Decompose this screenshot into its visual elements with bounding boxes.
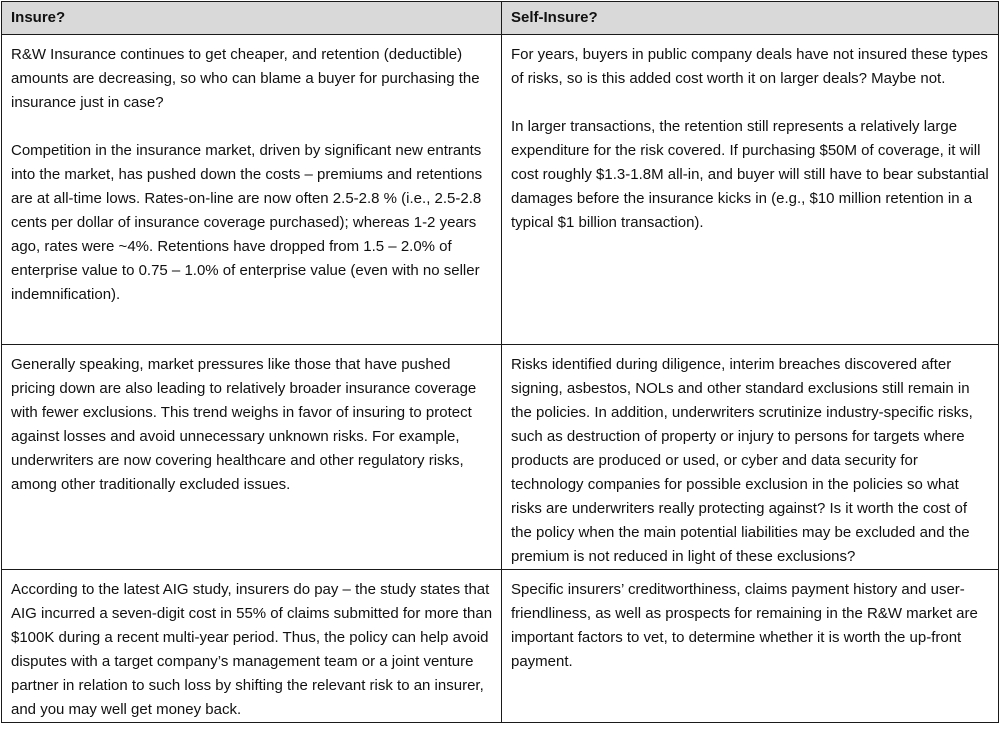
insure-vs-self-insure-table: [1, 1, 999, 723]
insure-paragraph: Competition in the insurance market, driven by significant new entrants into the market, has pushed down the costs – premiums and retentions are at all-time lows. Rates-on-line are now often 2.5-2.8 % (i.e., 2.5-2.8 cents per dollar of insurance coverage purchased); whereas 1-2 years ago, rates were ~4%. Retentions have dropped from 1.5 – 2.0% of enterprise value to 0.75 – 1.0% of enterprise value (even with no seller indemnification).: [11, 142, 483, 303]
insure-paragraph: R&W Insurance continues to get cheaper, and retention (deductible) amounts are decreasing, so who can blame a buyer for purchasing the insurance just in case?: [11, 46, 480, 111]
self-insure-cell: [502, 345, 999, 570]
insure-paragraph: Generally speaking, market pressures like those that have pushed pricing down are also leading to relatively broader insurance coverage with fewer exclusions. This trend weighs in favor of insuring to protect against losses and avoid unnecessary unknown risks. For example, underwriters are now covering healthcare and other regulatory risks, among other traditionally excluded issues.: [11, 356, 477, 493]
self-insure-cell: [502, 35, 999, 345]
self-insure-paragraph: In larger transactions, the retention still represents a relatively large expenditure for the risk covered. If purchasing $50M of coverage, it will cost roughly $1.3-1.8M all-in, and buyer will still have to bear substantial damages before the insurance kicks in (e.g., $10 million retention in a typical $1 billion transaction).: [511, 118, 989, 231]
table-row: [2, 345, 999, 570]
self-insure-paragraph: For years, buyers in public company deals have not insured these types of risks, so is this added cost worth it on larger deals? Maybe not.: [511, 46, 988, 87]
header-insure: Insure?: [2, 2, 502, 35]
table-row: [2, 35, 999, 345]
insure-cell: [2, 345, 502, 570]
table-row: [2, 570, 999, 723]
header-self-insure: Self-Insure?: [502, 2, 999, 35]
insure-paragraph: According to the latest AIG study, insurers do pay – the study states that AIG incurred a seven-digit cost in 55% of claims submitted for more than $100K during a recent multi-year period. Thus, the policy can help avoid disputes with a target company’s management team or a joint venture partner in relation to such loss by shifting the relevant risk to an insurer, and you may well get money back.: [11, 581, 493, 718]
self-insure-paragraph: Specific insurers’ creditworthiness, claims payment history and user-friendliness, as well as prospects for remaining in the R&W market are important factors to vet, to determine whether it is worth the up-front payment.: [511, 581, 978, 670]
self-insure-cell: [502, 570, 999, 723]
self-insure-paragraph: Risks identified during diligence, interim breaches discovered after signing, asbestos, NOLs and other standard exclusions still remain in the policies. In addition, underwriters scrutinize industry-specific risks, such as destruction of property or injury to persons for targets where products are produced or used, or cyber and data security for technology companies for possible exclusion in the policies so what risks are underwriters really protecting against? Is it worth the cost of the policy when the main potential liabilities may be excluded and the premium is not reduced in light of these exclusions?: [511, 356, 973, 565]
header-row: [2, 2, 999, 35]
insure-cell: [2, 570, 502, 723]
insure-cell: [2, 35, 502, 345]
